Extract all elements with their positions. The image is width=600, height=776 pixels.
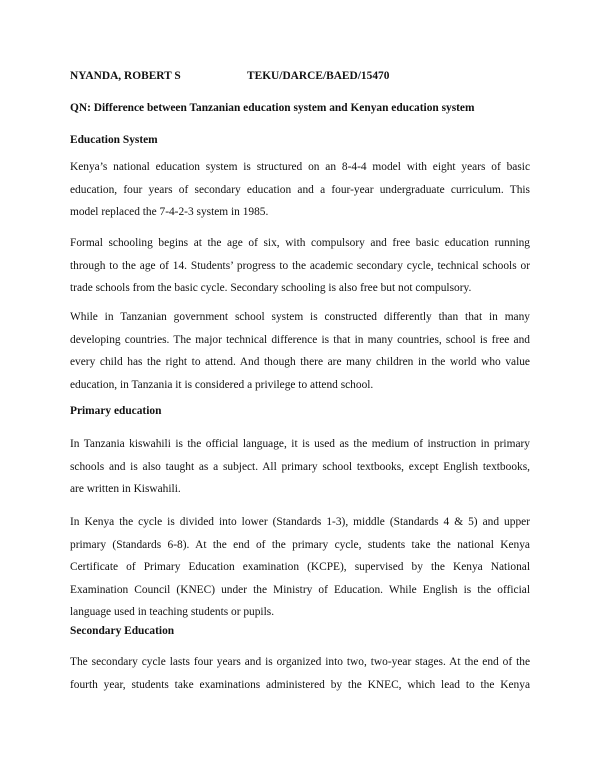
text-line: Formal schooling begins at the age of six, with compulsory and free basic education running xyxy=(70,237,530,249)
heading-primary-education: Primary education xyxy=(70,405,162,417)
text-line: Certificate of Primary Education examination (KCPE), supervised by the Kenya National xyxy=(70,561,530,573)
heading-secondary-education: Secondary Education xyxy=(70,625,175,637)
text-line: Kenya’s national education system is structured on an 8-4-4 model with eight years of basic xyxy=(70,161,530,173)
text-line: The secondary cycle lasts four years and is organized into two, two-year stages. At the end of the xyxy=(70,656,530,668)
text-line: Examination Council (KNEC) under the Ministry of Education. While English is the official xyxy=(70,583,530,596)
text-line: trade schools from the basic cycle. Secondary schooling is also free but not compulsory. xyxy=(70,282,472,294)
text-line: education, in Tanzania it is considered a privilege to attend school. xyxy=(70,378,374,391)
text-line: In Kenya the cycle is divided into lower (Standards 1-3), middle (Standards 4 & 5) and upper xyxy=(70,516,530,528)
text-line: primary (Standards 6-8). At the end of the primary cycle, students take the national Kenya xyxy=(70,538,530,551)
paragraph-education-system-1 xyxy=(70,156,530,224)
student-name: NYANDA, ROBERT S xyxy=(70,70,181,82)
text-line: While in Tanzanian government school system is constructed differently than that in many xyxy=(70,311,530,323)
paragraph-primary-1 xyxy=(70,433,530,501)
heading-education-system: Education System xyxy=(70,134,158,146)
paragraph-secondary-1 xyxy=(70,651,530,696)
text-line: fourth year, students take examinations administered by the KNEC, which lead to the Kenya xyxy=(70,678,530,691)
document-header xyxy=(70,70,390,82)
text-line: developing countries. The major technical difference is that in many countries, school is free and xyxy=(70,333,530,346)
registration-number: TEKU/DARCE/BAED/15470 xyxy=(247,70,390,82)
text-line: model replaced the 7-4-2-3 system in 1985. xyxy=(70,206,269,218)
text-line: education, four years of secondary education and a four-year undergraduate curriculum. This xyxy=(70,183,530,196)
text-line: schools and is also taught as a subject. All primary school textbooks, except English textbooks, xyxy=(70,460,530,473)
paragraph-education-system-3 xyxy=(70,306,530,396)
text-line: every child has the right to attend. And though there are many children in the world who value xyxy=(70,356,530,368)
paragraph-primary-2 xyxy=(70,511,530,624)
paragraph-education-system-2 xyxy=(70,232,530,300)
text-line: In Tanzania kiswahili is the official language, it is used as the medium of instruction in primary xyxy=(70,438,530,450)
question-title: QN: Difference between Tanzanian education system and Kenyan education system xyxy=(70,102,475,114)
text-line: through to the age of 14. Students’ progress to the academic secondary cycle, technical schools or xyxy=(70,259,530,272)
text-line: are written in Kiswahili. xyxy=(70,483,181,495)
text-line: language used in teaching students or pupils. xyxy=(70,606,275,618)
